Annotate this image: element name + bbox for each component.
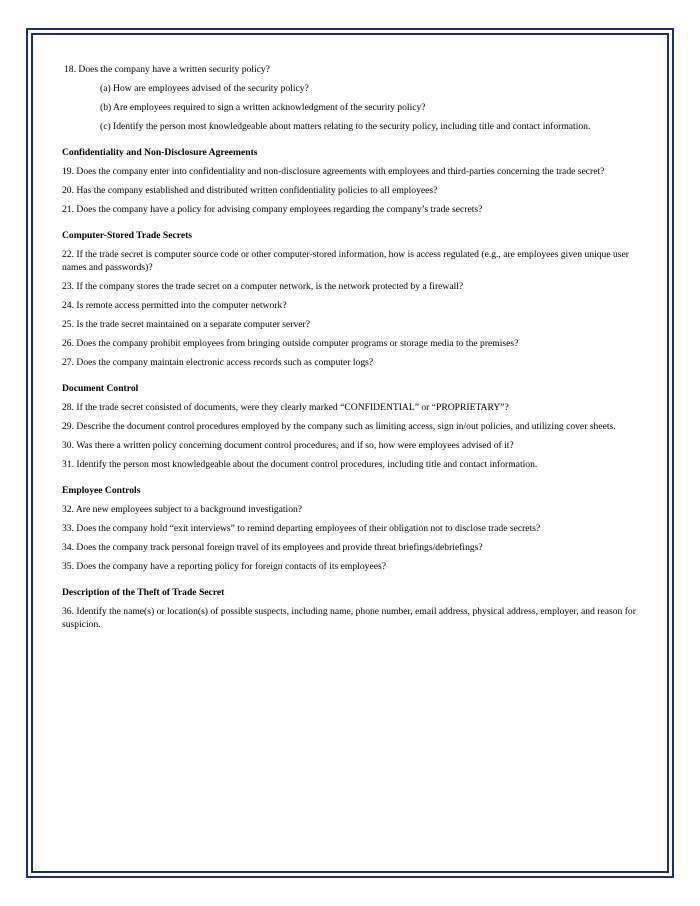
document-body — [62, 63, 648, 637]
question-32: 32. Are new employees subject to a background investigation? — [62, 504, 303, 515]
section-heading: Description of the Theft of Trade Secret — [62, 587, 225, 598]
question-31: 31. Identify the person most knowledgeable about the document control procedures, including title and contact information. — [62, 459, 538, 470]
section-document-control — [62, 382, 648, 471]
question-34: 34. Does the company track personal foreign travel of its employees and provide threat briefings/debriefings? — [62, 542, 483, 553]
question-18c: (c) Identify the person most knowledgeable about matters relating to the security policy, including title and contact information. — [100, 121, 591, 132]
section-employee-controls — [62, 484, 648, 573]
question-20: 20. Has the company established and distributed written confidentiality policies to all employees? — [62, 185, 438, 196]
question-36: 36. Identify the name(s) or location(s) of possible suspects, including name, phone number, email address, physical address, employer, and reason for suspicion. — [62, 606, 636, 630]
question-19: 19. Does the company enter into confidentiality and non-disclosure agreements with employees and third-parties concerning the trade secret? — [62, 166, 605, 177]
section-theft-description — [62, 586, 648, 631]
question-28: 28. If the trade secret consisted of documents, were they clearly marked “CONFIDENTIAL” or “PROPRIETARY”? — [62, 402, 509, 413]
question-30: 30. Was there a written policy concerning document control procedures, and if so, how were employees advised of it? — [62, 440, 514, 451]
question-26: 26. Does the company prohibit employees from bringing outside computer programs or storage media to the premises? — [62, 338, 519, 349]
section-confidentiality — [62, 146, 648, 216]
question-35: 35. Does the company have a reporting policy for foreign contacts of its employees? — [62, 561, 386, 572]
section-heading: Confidentiality and Non-Disclosure Agreements — [62, 147, 258, 158]
page-border-outer — [26, 28, 674, 878]
section-heading: Computer-Stored Trade Secrets — [62, 230, 193, 241]
question-21: 21. Does the company have a policy for advising company employees regarding the company’s trade secrets? — [62, 204, 483, 215]
question-18: 18. Does the company have a written security policy? — [64, 64, 270, 75]
question-22: 22. If the trade secret is computer source code or other computer-stored information, how is access regulated (e.g., are employees given unique user names and passwords)? — [62, 249, 629, 273]
question-23: 23. If the company stores the trade secret on a computer network, is the network protected by a firewall? — [62, 281, 464, 292]
question-27: 27. Does the company maintain electronic access records such as computer logs? — [62, 357, 374, 368]
page-border-inner — [31, 33, 669, 873]
section-heading: Document Control — [62, 383, 139, 394]
section-computer-stored — [62, 229, 648, 369]
question-25: 25. Is the trade secret maintained on a separate computer server? — [62, 319, 310, 330]
question-29: 29. Describe the document control procedures employed by the company such as limiting access, sign in/out policies, and utilizing cover sheets. — [62, 421, 616, 432]
section-heading: Employee Controls — [62, 485, 141, 496]
question-18a: (a) How are employees advised of the security policy? — [100, 83, 309, 94]
question-33: 33. Does the company hold “exit interviews” to remind departing employees of their obligation not to disclose trade secrets? — [62, 523, 541, 534]
question-24: 24. Is remote access permitted into the computer network? — [62, 300, 287, 311]
question-18b: (b) Are employees required to sign a written acknowledgment of the security policy? — [100, 102, 426, 113]
